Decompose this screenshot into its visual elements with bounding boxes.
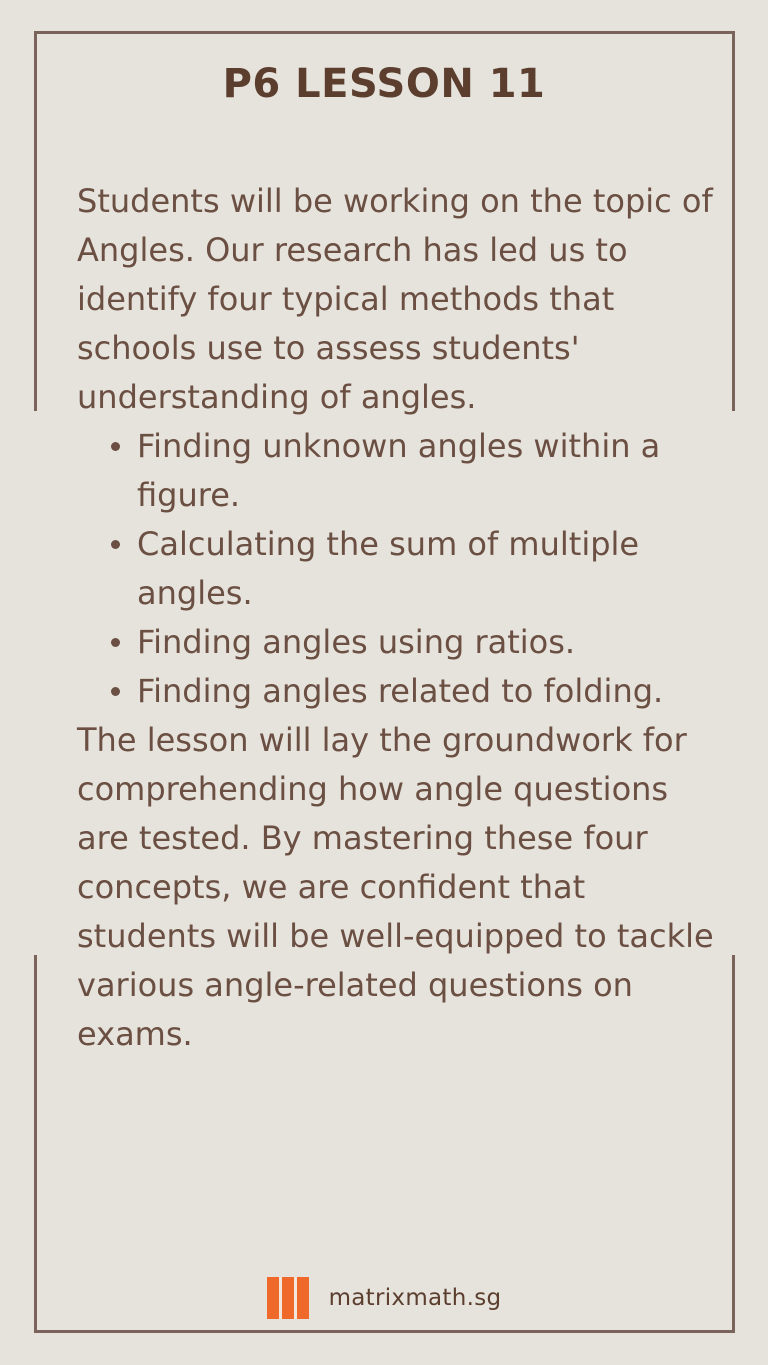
brand-logo-icon bbox=[267, 1277, 309, 1319]
intro-paragraph: Students will be working on the topic of Angles. Our research has led us to identify four typical methods that schools use to assess students' understanding of angles. bbox=[77, 182, 713, 416]
page-title: P6 LESSON 11 bbox=[222, 61, 546, 107]
methods-list bbox=[77, 422, 717, 716]
frame-top-border bbox=[34, 31, 735, 34]
method-item: Finding unknown angles within a figure. bbox=[137, 422, 717, 520]
conclusion-paragraph: The lesson will lay the groundwork for comprehending how angle questions are tested. By mastering these four concepts, we are confident that students will be well-equipped to tackle various angle-related questions on exams. bbox=[77, 721, 714, 1053]
frame-bottom-border bbox=[34, 1330, 735, 1333]
lesson-content bbox=[77, 177, 717, 1059]
method-item: Finding angles related to folding. bbox=[137, 667, 717, 716]
method-item: Calculating the sum of multiple angles. bbox=[137, 520, 717, 618]
footer bbox=[0, 1277, 768, 1319]
method-item: Finding angles using ratios. bbox=[137, 618, 717, 667]
brand-name: matrixmath.sg bbox=[328, 1285, 502, 1311]
